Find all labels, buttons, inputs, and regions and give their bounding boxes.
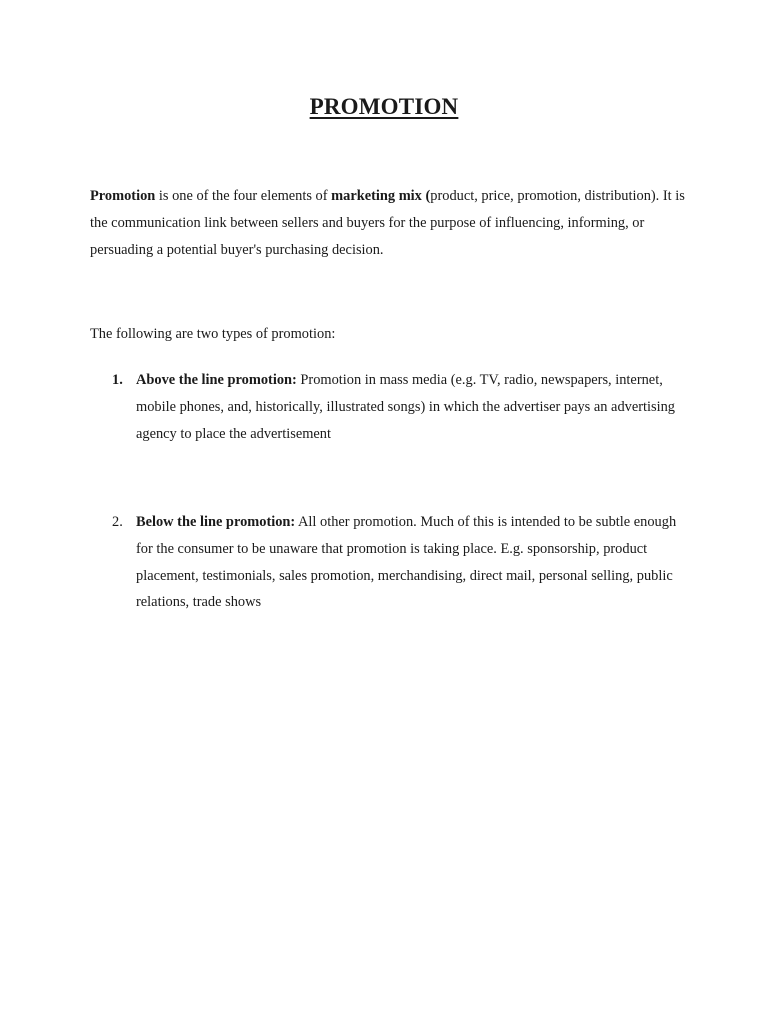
intro-paragraph xyxy=(90,183,690,263)
list-number: 1. xyxy=(112,372,123,388)
marketing-mix-term: marketing mix ( xyxy=(331,188,431,204)
intro-text-b: product, price, promotion, distribution). It is the communication link between sellers and buyers for the purpose of influencing, informing, or persuading a potential buyer's purchasing decision. xyxy=(90,188,685,258)
page-title: PROMOTION xyxy=(309,94,459,119)
intro-text-a: is one of the four elements of xyxy=(155,188,332,204)
list-item-heading: Above the line promotion: xyxy=(136,372,297,388)
types-lead-sentence: The following are two types of promotion: xyxy=(90,326,336,342)
list-item-heading: Below the line promotion: xyxy=(136,514,296,530)
promotion-term: Promotion xyxy=(90,188,156,204)
list-item-text: All other promotion. Much of this is intended to be subtle enough for the consumer to be unaware that promotion is taking place. E.g. sponsorship, product placement, testimonials, sales promotion, merchandising, direct mail, personal selling, public relations, trade shows xyxy=(136,514,677,611)
list-item-body xyxy=(136,367,681,447)
list-item-body xyxy=(136,509,681,616)
list-item-text: Promotion in mass media (e.g. TV, radio, newspapers, internet, mobile phones, and, historically, illustrated songs) in which the advertiser pays an advertising agency to place the advertisement xyxy=(136,372,675,442)
list-number: 2. xyxy=(112,514,123,530)
